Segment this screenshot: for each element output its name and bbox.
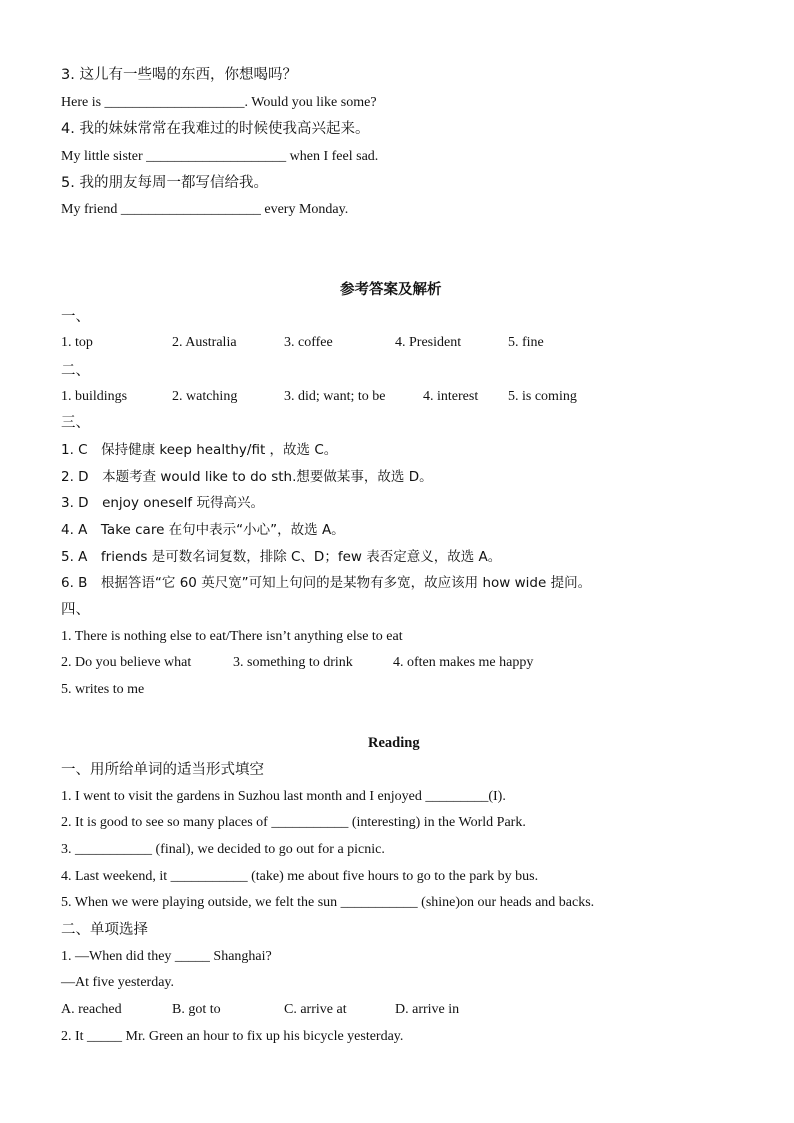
answer-explanation-6: 6. B 根据答语“它 60 英尺宽”可知上句问的是某物有多宽，故应该用 how wide 提问。 xyxy=(61,575,592,591)
answers-part4-line1: 1. There is nothing else to eat/There isn’t anything else to eat xyxy=(61,629,403,644)
answer-explanation-1: 1. C 保持健康 keep healthy/fit ，故选 C。 xyxy=(61,442,338,458)
answer-item: 3. something to drink xyxy=(233,655,353,670)
fill-blank-item-4: 4. Last weekend, it ___________ (take) me about five hours to go to the park by bus. xyxy=(61,869,539,884)
multiple-choice-question-2: 2. It _____ Mr. Green an hour to fix up his bicycle yesterday. xyxy=(61,1029,404,1044)
reading-part2-label: 二、单项选择 xyxy=(61,922,148,938)
fill-blank-item-5: 5. When we were playing outside, we felt the sun ___________ (shine)on our heads and backs. xyxy=(61,895,595,910)
option-c: C. arrive at xyxy=(284,1002,347,1017)
question-3-english: Here is ____________________. Would you like some? xyxy=(61,95,377,110)
reading-part1-label: 一、用所给单词的适当形式填空 xyxy=(61,762,264,778)
answers-part2-label: 二、 xyxy=(61,363,90,379)
answers-part4-label: 四、 xyxy=(61,602,90,618)
fill-blank-item-2: 2. It is good to see so many places of ___________ (interesting) in the World Park. xyxy=(61,815,526,830)
question-5-english: My friend ____________________ every Monday. xyxy=(61,202,349,217)
multiple-choice-reply-1: —At five yesterday. xyxy=(61,975,174,990)
answer-item: 4. often makes me happy xyxy=(393,655,534,670)
option-d: D. arrive in xyxy=(395,1002,460,1017)
answers-part4-line3: 5. writes to me xyxy=(61,682,145,697)
question-4-english: My little sister ____________________ when I feel sad. xyxy=(61,149,379,164)
multiple-choice-question-1: 1. —When did they _____ Shanghai? xyxy=(61,949,272,964)
option-a: A. reached xyxy=(61,1002,122,1017)
answer-item: 2. Do you believe what xyxy=(61,655,192,670)
question-4-chinese: 4. 我的妹妹常常在我难过的时候使我高兴起来。 xyxy=(61,121,370,137)
answer-item: 1. buildings xyxy=(61,389,128,404)
fill-blank-item-1: 1. I went to visit the gardens in Suzhou last month and I enjoyed _________(I). xyxy=(61,789,506,804)
answer-item: 4. President xyxy=(395,335,462,350)
answer-explanation-5: 5. A friends 是可数名词复数，排除 C、D；few 表否定意义，故选 A。 xyxy=(61,549,502,565)
answers-part1-label: 一、 xyxy=(61,309,90,325)
question-5-chinese: 5. 我的朋友每周一都写信给我。 xyxy=(61,175,268,191)
answers-part3-label: 三、 xyxy=(61,415,90,431)
answer-explanation-4: 4. A Take care 在句中表示“小心”，故选 A。 xyxy=(61,522,345,538)
answer-item: 3. did; want; to be xyxy=(284,389,386,404)
answer-explanation-3: 3. D enjoy oneself 玩得高兴。 xyxy=(61,495,264,511)
reading-title: Reading xyxy=(368,735,420,751)
answer-item: 2. watching xyxy=(172,389,238,404)
answer-item: 5. fine xyxy=(508,335,544,350)
option-b: B. got to xyxy=(172,1002,221,1017)
fill-blank-item-3: 3. ___________ (final), we decided to go out for a picnic. xyxy=(61,842,385,857)
answer-item: 5. is coming xyxy=(508,389,577,404)
answer-explanation-2: 2. D 本题考查 would like to do sth.想要做某事，故选 D。 xyxy=(61,469,433,485)
question-3-chinese: 3. 这儿有一些喝的东西，你想喝吗？ xyxy=(61,67,297,83)
answer-item: 4. interest xyxy=(423,389,479,404)
answer-item: 3. coffee xyxy=(284,335,333,350)
answers-title: 参考答案及解析 xyxy=(340,282,442,298)
answer-item: 2. Australia xyxy=(172,335,237,350)
answer-item: 1. top xyxy=(61,335,93,350)
